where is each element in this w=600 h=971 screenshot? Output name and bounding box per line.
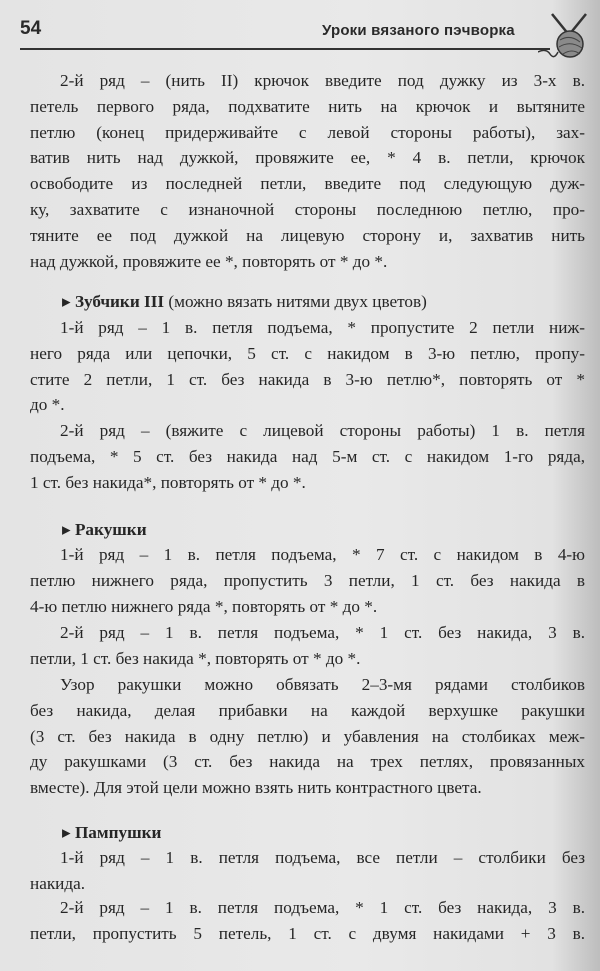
section-note: (можно вязать нитями двух цветов) bbox=[164, 292, 427, 311]
text-line: 1-й ряд – 1 в. петля подъема, * пропустите 2 петли ниж- bbox=[60, 318, 585, 337]
text-line: петлю нижнего ряда, пропустить 3 петли, 1 ст. без накида в bbox=[30, 570, 585, 590]
text-line: 2-й ряд – (вяжите с лицевой стороны работы) 1 в. петля bbox=[60, 421, 585, 440]
text-line: без накида, делая прибавки на каждой верхушке ракушки bbox=[30, 700, 585, 720]
bullet-triangle-icon: ▸ bbox=[62, 520, 75, 539]
running-title: Уроки вязаного пэчворка bbox=[322, 22, 515, 39]
yarn-ball-icon bbox=[538, 10, 598, 62]
text-line: ку, захватите с изнаночной стороны последнюю петлю, про- bbox=[30, 200, 585, 219]
text-line: петли, 1 ст. без накида *, повторять от * до *. bbox=[30, 648, 361, 668]
bullet-triangle-icon: ▸ bbox=[62, 292, 75, 311]
bullet-triangle-icon: ▸ bbox=[62, 823, 75, 842]
section-title: Зубчики III bbox=[74, 292, 165, 311]
text-line: 4-ю петлю нижнего ряда *, повторять от * до *. bbox=[30, 596, 378, 616]
header-rule bbox=[20, 48, 550, 50]
text-line: тяните ее под дужкой на лицевую сторону и, захватив нить bbox=[30, 225, 585, 245]
section-heading bbox=[62, 822, 161, 844]
text-line: Узор ракушки можно обвязать 2–3-мя рядами столбиков bbox=[60, 675, 585, 694]
text-line: вместе). Для этой цели можно взять нить контрастного цвета. bbox=[30, 778, 482, 798]
text-line: стите 2 петли, 1 ст. без накида в 3-ю петлю*, повторять от * bbox=[30, 369, 585, 389]
text-line: (3 ст. без накида в одну петлю) и убавления на столбиках меж- bbox=[30, 726, 585, 746]
text-line: петель первого ряда, подхватите нить на крючок и вытяните bbox=[30, 96, 585, 116]
text-line: 2-й ряд – 1 в. петля подъема, * 1 ст. без накида, 3 в. bbox=[60, 623, 585, 642]
section-title: Пампушки bbox=[74, 823, 162, 842]
text-line: накида. bbox=[30, 873, 86, 893]
text-line: петлю (конец придерживайте с левой стороны работы), зах- bbox=[30, 122, 585, 142]
text-line: ду ракушками (3 ст. без накида на трех петлях, провязанных bbox=[30, 752, 585, 772]
section-heading bbox=[62, 519, 147, 541]
text-line: 1-й ряд – 1 в. петля подъема, все петли – столбики без bbox=[60, 848, 585, 867]
text-line: освободите из последней петли, введите под следующую дуж- bbox=[30, 174, 585, 194]
text-line: 1-й ряд – 1 в. петля подъема, * 7 ст. с накидом в 4-ю bbox=[60, 545, 585, 564]
section-title: Ракушки bbox=[74, 520, 147, 539]
section-heading bbox=[62, 291, 427, 313]
text-line: подъема, * 5 ст. без накида над 5-м ст. с накидом 1-го ряда, bbox=[30, 446, 585, 466]
text-line: 2-й ряд – 1 в. петля подъема, * 1 ст. без накида, 3 в. bbox=[60, 898, 585, 917]
text-line: 1 ст. без накида*, повторять от * до *. bbox=[30, 472, 306, 492]
text-line: ватив нить над дужкой, провяжите ее, * 4 в. петли, крючок bbox=[30, 148, 585, 168]
text-line: петли, пропустить 5 петель, 1 ст. с двумя накидами + 3 в. bbox=[30, 923, 585, 943]
text-line: над дужкой, провяжите ее *, повторять от * до *. bbox=[30, 251, 388, 271]
text-line: 2-й ряд – (нить II) крючок введите под дужку из 3-х в. bbox=[60, 71, 585, 90]
page-number: 54 bbox=[20, 18, 42, 39]
text-line: него ряда или цепочки, 5 ст. с накидом в 3-ю петлю, пропу- bbox=[30, 343, 585, 363]
text-line: до *. bbox=[30, 395, 65, 415]
